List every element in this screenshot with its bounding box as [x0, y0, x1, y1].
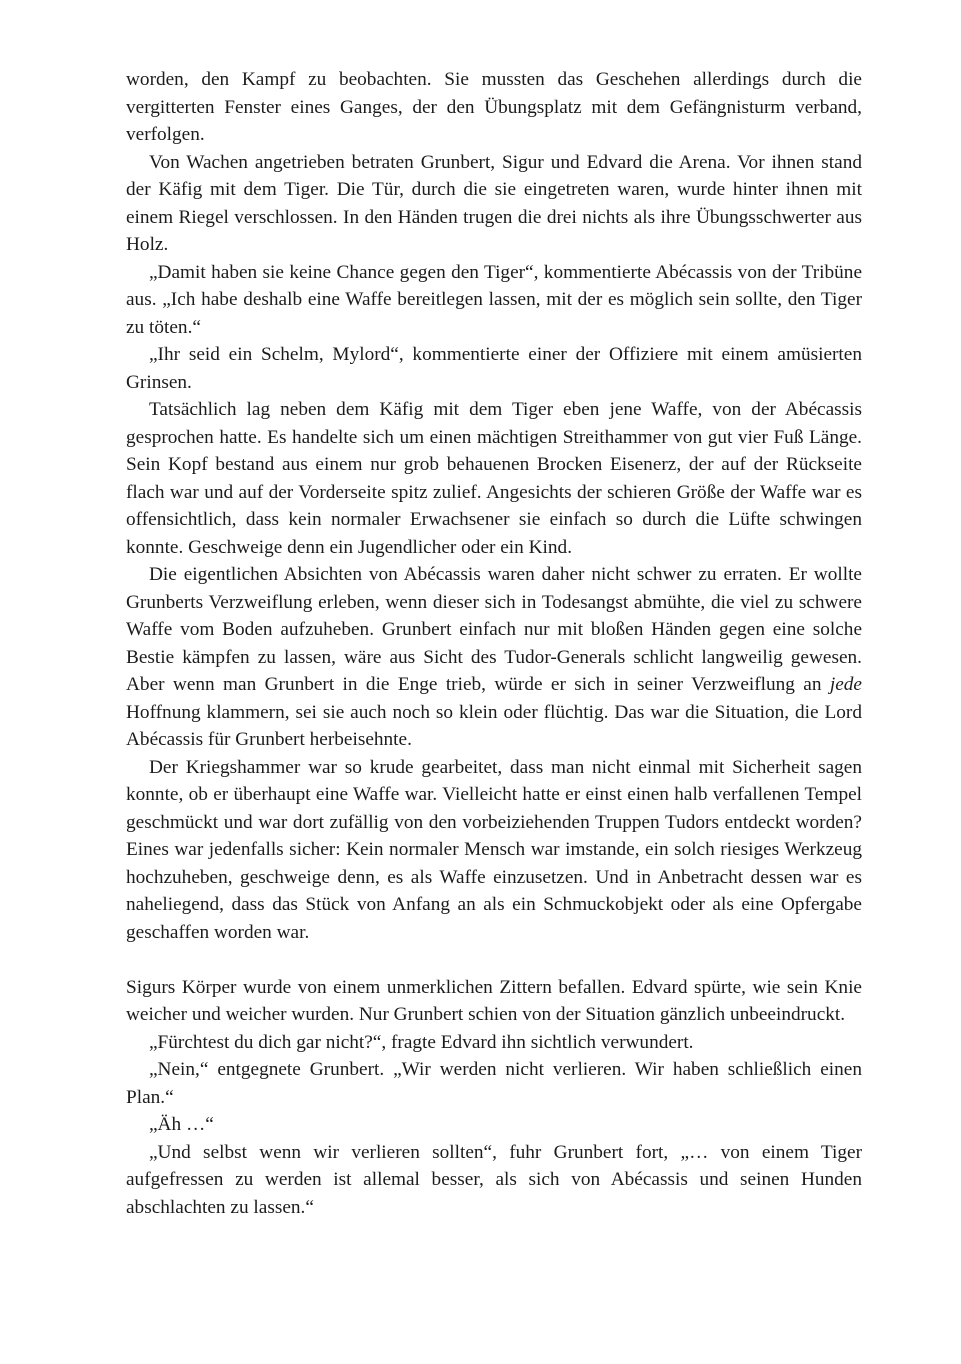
paragraph-text: Die eigentlichen Absichten von Abécassis waren daher nicht schwer zu erraten. Er wollte Grunberts Verzweiflung erleben, wenn dieser sich in Todesangst abmühte, die viel zu schwere Waffe vom Boden aufzuheben. Grunbert einfach nur mit bloßen Händen gegen eine solche Bestie kämpfen zu lassen, wäre aus Sicht des Tudor-Generals schlicht langweilig gewesen. Aber wenn man Grunbert in die Enge trieb, würde er sich in seiner Verzweiflung an	[126, 564, 862, 695]
paragraph: „Und selbst wenn wir verlieren sollten“, fuhr Grunbert fort, „… von einem Tiger aufgefressen zu werden ist allemal besser, als sich von Abécassis und seinen Hunden abschlachten zu lassen.“	[126, 1141, 862, 1218]
paragraph: „Nein,“ entgegnete Grunbert. „Wir werden nicht verlieren. Wir haben schließlich einen Plan.“	[126, 1059, 862, 1108]
paragraph: „Ihr seid ein Schelm, Mylord“, kommentierte einer der Offiziere mit einem amüsierten Grinsen.	[126, 344, 862, 393]
emphasized-word: jede	[829, 674, 862, 695]
paragraph: „Äh …“	[149, 1114, 214, 1135]
body-text	[126, 66, 862, 1221]
paragraph: „Damit haben sie keine Chance gegen den Tiger“, kommentierte Abécassis von der Tribüne aus. „Ich habe deshalb eine Waffe bereitlegen lassen, mit der es möglich sein sollte, den Tiger zu töten.“	[126, 261, 862, 338]
paragraph: Der Kriegshammer war so krude gearbeitet, dass man nicht einmal mit Sicherheit sagen konnte, ob er überhaupt eine Waffe war. Vielleicht hatte er einst einen halb verfallenen Tempel geschmückt und war dort zufällig von den vorbeiziehenden Truppen Tudors entdeckt worden? Eines war jedenfalls sicher: Kein normaler Mensch war imstande, ein solch riesiges Werkzeug hochzuheben, geschweige denn, es als Waffe einzusetzen. Und in Anbetracht dessen war es naheliegend, dass das Stück von Anfang an als ein Schmuckobjekt oder als eine Opfergabe geschaffen worden war.	[126, 756, 862, 943]
paragraph: Tatsächlich lag neben dem Käfig mit dem Tiger eben jene Waffe, von der Abécassis gesprochen hatte. Es handelte sich um einen mächtigen Streithammer von gut vier Fuß Länge. Sein Kopf bestand aus einem nur grob behauenen Brocken Eisenerz, der auf der Rückseite flach war und auf der Vorderseite spitz zulief. Angesichts der schieren Größe der Waffe war es offensichtlich, dass kein normaler Erwachsener sie einfach so durch die Lüfte schwingen konnte. Geschweige denn ein Jugendlicher oder ein Kind.	[126, 399, 862, 558]
paragraph	[126, 561, 862, 754]
paragraph: worden, den Kampf zu beobachten. Sie mussten das Geschehen allerdings durch die vergitterten Fenster eines Ganges, der den Übungsplatz mit dem Gefängnisturm verband, verfolgen.	[126, 69, 862, 145]
paragraph-text: Hoffnung klammern, sei sie auch noch so klein oder flüchtig. Das war die Situation, die Lord Abécassis für Grunbert herbeisehnte.	[126, 701, 862, 750]
paragraph: „Fürchtest du dich gar nicht?“, fragte Edvard ihn sichtlich verwundert.	[149, 1031, 694, 1053]
paragraph: Sigurs Körper wurde von einem unmerklichen Zittern befallen. Edvard spürte, wie sein Knie weicher und weicher wurden. Nur Grunbert schien von der Situation gänzlich unbeeindruckt.	[126, 976, 862, 1025]
paragraph: Von Wachen angetrieben betraten Grunbert, Sigur und Edvard die Arena. Vor ihnen stand der Käfig mit dem Tiger. Die Tür, durch die sie eingetreten waren, wurde hinter ihnen mit einem Riegel verschlossen. In den Händen trugen die drei nichts als ihre Übungsschwerter aus Holz.	[126, 151, 862, 255]
